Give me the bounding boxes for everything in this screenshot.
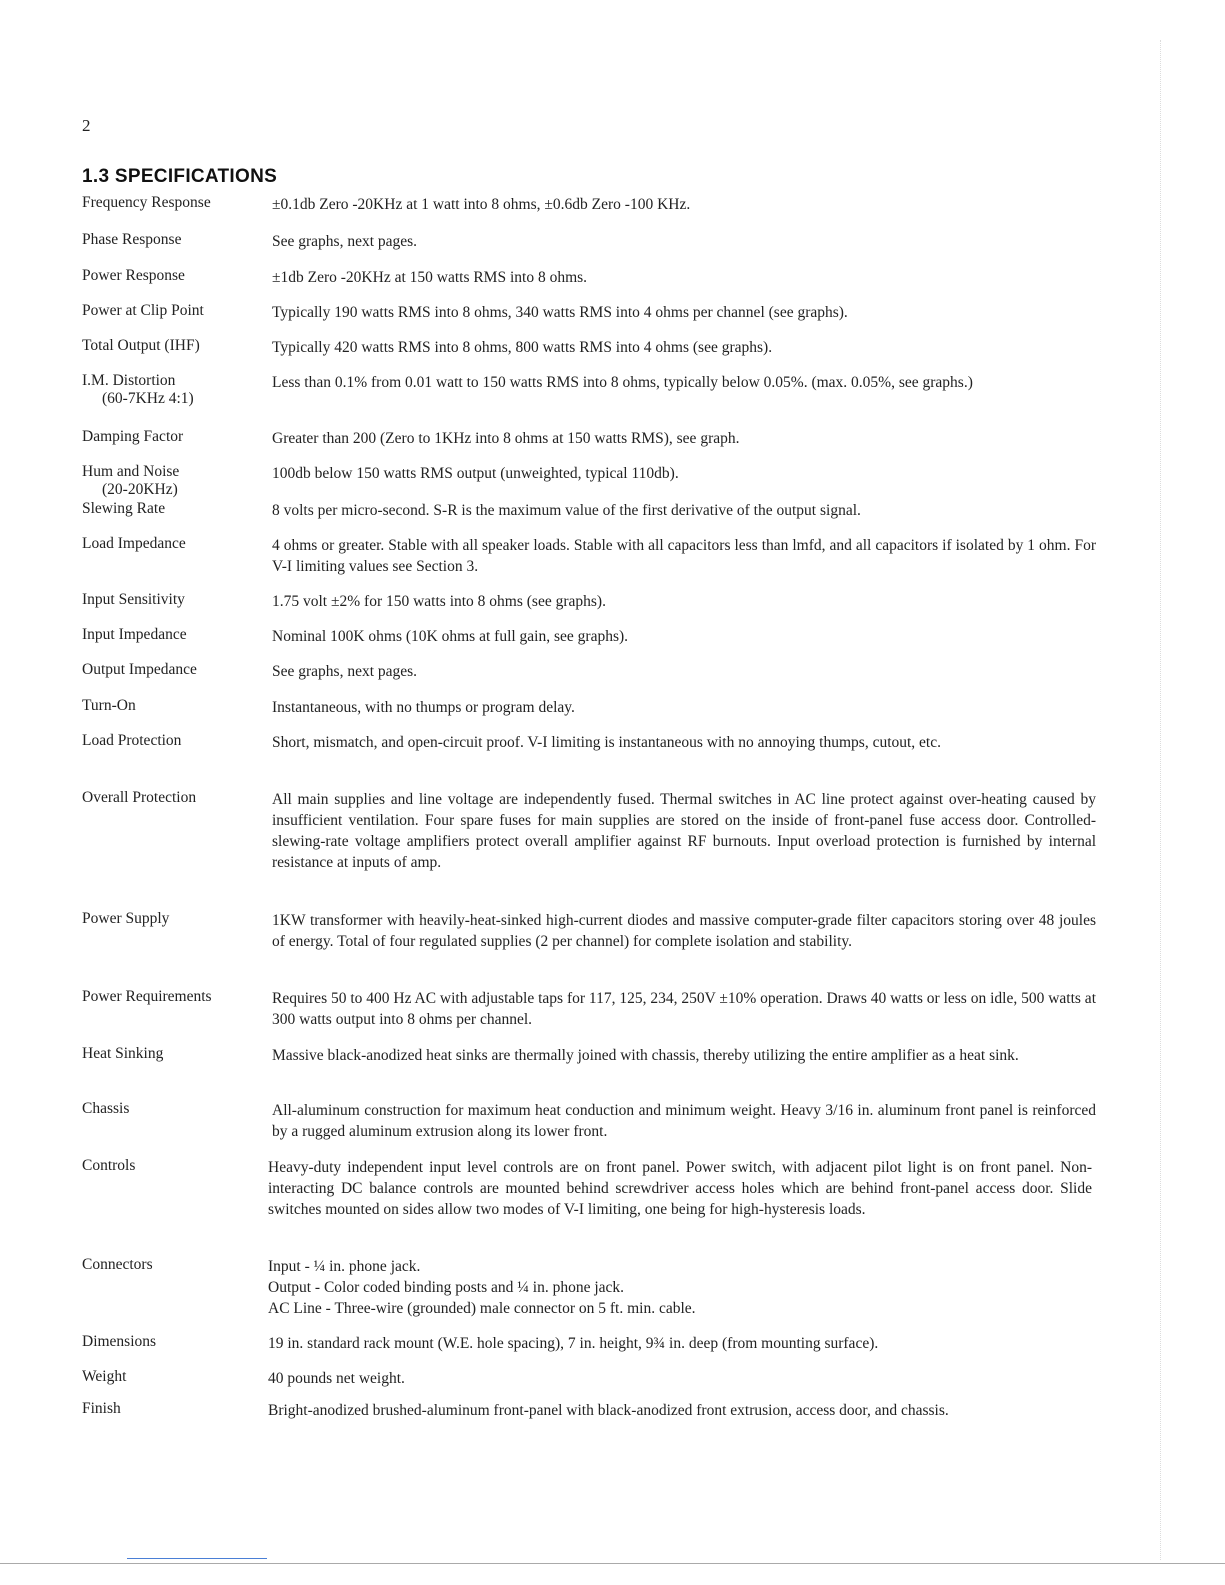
spec-value: Bright-anodized brushed-aluminum front-panel with black-anodized front extrusion, access door, and chassis. [268,1402,949,1419]
spec-label-text: Output Impedance [82,661,197,678]
spec-label-text: Power Supply [82,910,170,927]
spec-label [82,1045,262,1063]
spec-value: ±0.1db Zero -20KHz at 1 watt into 8 ohms, ±0.6db Zero -100 KHz. [272,196,691,213]
spec-label [82,789,262,807]
spec-label-text: Power Response [82,267,185,284]
spec-label-text: Damping Factor [82,428,184,445]
spec-label-text: Hum and Noise [82,463,180,480]
spec-label-text: Load Impedance [82,535,186,552]
spec-value: All main supplies and line voltage are independently fused. Thermal switches in AC line protect against over-heating caused by insufficient ventilation. Four spare fuses for main supplies are stored on the inside of front-panel fuse access door. Controlled-slewing-rate voltage amplifiers protect overall amplifier against RF burnouts. Input overload protection is furnished by internal resistance at inputs of amp. [272,791,1096,871]
spec-label-text: Heat Sinking [82,1045,164,1062]
spec-value: 8 volts per micro-second. S-R is the maximum value of the first derivative of the output signal. [272,502,861,519]
spec-label [82,626,262,644]
spec-value: 19 in. standard rack mount (W.E. hole spacing), 7 in. height, 9¾ in. deep (from mounting surface). [268,1335,879,1352]
spec-label [82,337,262,355]
page-number: 2 [82,116,91,135]
spec-label-text: Turn-On [82,697,136,714]
spec-value: 1KW transformer with heavily-heat-sinked high-current diodes and massive computer-grade filter capacitors storing over 48 joules of energy. Total of four regulated supplies (2 per channel) for complete isolation and stability. [272,912,1096,950]
spec-label-text: Connectors [82,1256,153,1273]
spec-label [82,1256,262,1274]
scan-edge [1160,40,1211,1560]
spec-value: Typically 420 watts RMS into 8 ohms, 800 watts RMS into 4 ohms (see graphs). [272,339,773,356]
spec-label [82,231,262,249]
spec-value: All-aluminum construction for maximum heat conduction and minimum weight. Heavy 3/16 in. aluminum front panel is reinforced by a rugged aluminum extrusion along its lower front. [272,1102,1096,1140]
spec-label [82,591,262,609]
section-title: 1.3 SPECIFICATIONS [82,166,278,187]
spec-value: Less than 0.1% from 0.01 watt to 150 watts RMS into 8 ohms, typically below 0.05%. (max. 0.05%, see graphs.) [272,374,973,391]
spec-label-text: Frequency Response [82,194,211,211]
spec-label [82,988,262,1006]
bottom-rule [0,1563,1225,1564]
spec-value: Requires 50 to 400 Hz AC with adjustable taps for 117, 125, 234, 250V ±10% operation. Draws 40 watts or less on idle, 500 watts at 300 watts output into 8 ohms per channel. [272,990,1096,1028]
spec-value: 100db below 150 watts RMS output (unweighted, typical 110db). [272,465,679,482]
spec-value-line: Input - ¼ in. phone jack. [268,1258,421,1275]
spec-label-text: Input Sensitivity [82,591,185,608]
spec-label-text: Weight [82,1368,127,1385]
spec-label [82,1100,262,1118]
spec-label-text: Power at Clip Point [82,302,204,319]
spec-label [82,661,262,679]
spec-label [82,1368,262,1386]
spec-value: Typically 190 watts RMS into 8 ohms, 340 watts RMS into 4 ohms per channel (see graphs). [272,304,848,321]
spec-label [82,463,262,499]
spec-label-text: Input Impedance [82,626,187,643]
spec-value: ±1db Zero -20KHz at 150 watts RMS into 8 ohms. [272,269,588,286]
spec-label-text: Total Output (IHF) [82,337,200,354]
spec-value: Instantaneous, with no thumps or program delay. [272,699,575,716]
spec-label-text: Slewing Rate [82,500,166,517]
spec-sublabel: (20-20KHz) [102,481,178,498]
spec-value: 4 ohms or greater. Stable with all speaker loads. Stable with all capacitors less than lmfd, and all capacitors if isolated by 1 ohm. For V-I limiting values see Section 3. [272,537,1096,575]
spec-value: 40 pounds net weight. [268,1370,405,1387]
spec-label-text: Chassis [82,1100,130,1117]
spec-label [82,500,262,518]
spec-label-text: Load Protection [82,732,182,749]
spec-value: Nominal 100K ohms (10K ohms at full gain, see graphs). [272,628,629,645]
spec-label-text: Controls [82,1157,136,1174]
spec-value: Massive black-anodized heat sinks are thermally joined with chassis, thereby utilizing the entire amplifier as a heat sink. [272,1047,1019,1064]
spec-label [82,535,262,553]
spec-value: Short, mismatch, and open-circuit proof. V-I limiting is instantaneous with no annoying thumps, cutout, etc. [272,734,941,751]
spec-label-text: Finish [82,1400,121,1417]
spec-label [82,697,262,715]
spec-label-text: I.M. Distortion [82,372,176,389]
spec-label-text: Overall Protection [82,789,197,806]
spec-label [82,194,262,212]
spec-label-text: Phase Response [82,231,182,248]
spec-label-text: Power Requirements [82,988,212,1005]
spec-sublabel: (60-7KHz 4:1) [102,390,194,407]
spec-value [268,1256,1092,1319]
spec-value: See graphs, next pages. [272,233,418,250]
spec-label [82,428,262,446]
spec-label [82,372,262,408]
spec-value: See graphs, next pages. [272,663,418,680]
spec-label [82,1157,262,1175]
spec-label [82,267,262,285]
spec-label [82,1333,262,1351]
spec-value: Greater than 200 (Zero to 1KHz into 8 ohms at 150 watts RMS), see graph. [272,430,740,447]
bottom-blue-rule [127,1558,267,1559]
spec-value: Heavy-duty independent input level controls are on front panel. Power switch, with adjacent pilot light is on front panel. Non-interacting DC balance controls are mounted behind screwdriver access holes which are behind front-panel access door. Slide switches mounted on sides allow two modes of V-I limiting, one being for high-hysteresis loads. [268,1159,1092,1218]
spec-label [82,732,262,750]
spec-label-text: Dimensions [82,1333,157,1350]
spec-value-line: AC Line - Three-wire (grounded) male connector on 5 ft. min. cable. [268,1300,696,1317]
spec-label [82,1400,262,1418]
spec-label [82,910,262,928]
spec-value-line: Output - Color coded binding posts and ¼ in. phone jack. [268,1279,625,1296]
spec-value: 1.75 volt ±2% for 150 watts into 8 ohms (see graphs). [272,593,606,610]
spec-label [82,302,262,320]
